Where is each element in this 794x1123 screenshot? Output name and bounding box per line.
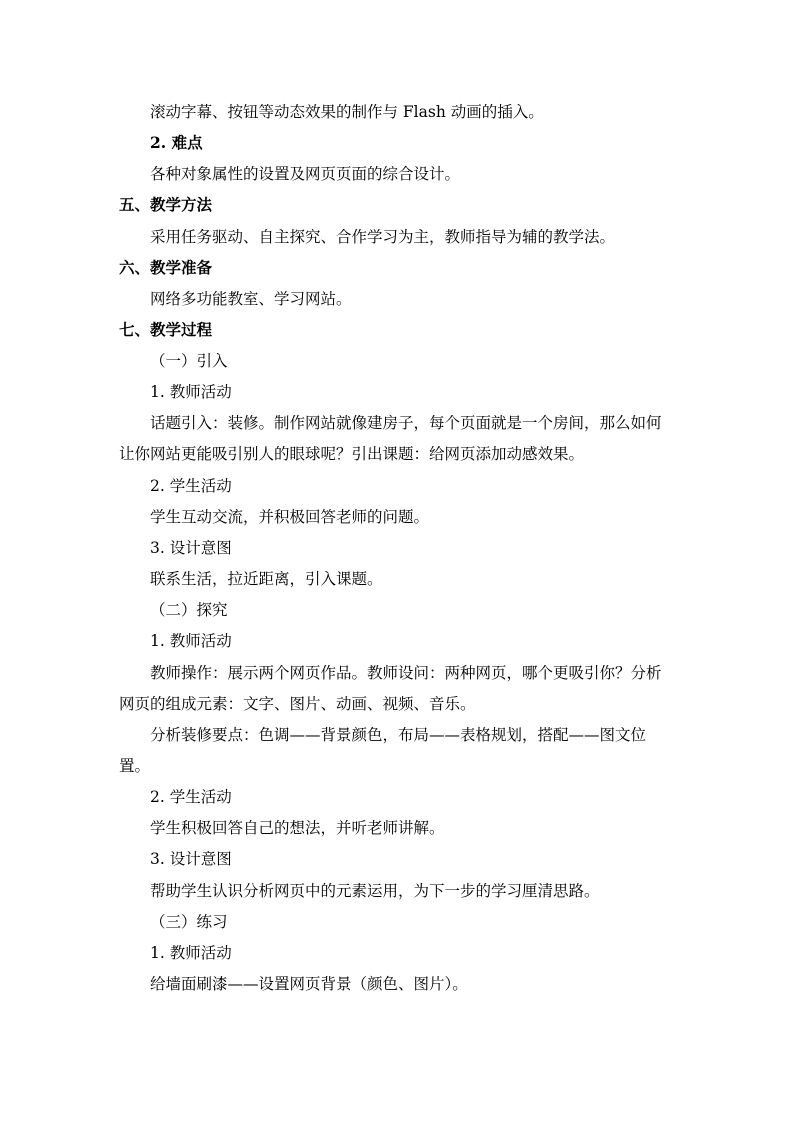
subsection-heading: （一）引入 [150, 352, 228, 370]
paragraph-line: 让你网站更能吸引别人的眼球呢？引出课题：给网页添加动感效果。 [119, 445, 585, 463]
paragraph-line: 各种对象属性的设置及网页页面的综合设计。 [150, 165, 461, 183]
section-heading: 七、教学过程 [119, 320, 213, 339]
section-heading: 五、教学方法 [119, 195, 213, 214]
paragraph-line: 网页的组成元素：文字、图片、动画、视频、音乐。 [119, 695, 476, 713]
paragraph-line: 置。 [119, 757, 151, 775]
list-item: 1. 教师活动 [150, 632, 232, 650]
section-heading: 六、教学准备 [119, 258, 213, 277]
paragraph-line: 学生积极回答自己的想法，并听老师讲解。 [150, 819, 445, 837]
list-item: 3. 设计意图 [150, 850, 232, 868]
list-item: 2. 学生活动 [150, 788, 232, 806]
paragraph-line: 教师操作：展示两个网页作品。教师设问：两种网页，哪个更吸引你？分析 [150, 664, 662, 682]
paragraph-line: 帮助学生认识分析网页中的元素运用，为下一步的学习厘清思路。 [150, 882, 600, 900]
paragraph-line: 网络多功能教室、学习网站。 [150, 290, 352, 308]
paragraph-line: 给墙面刷漆——设置网页背景（颜色、图片）。 [150, 975, 468, 993]
paragraph-line: 滚动字幕、按钮等动态效果的制作与 Flash 动画的插入。 [150, 103, 544, 121]
paragraph-line: 联系生活，拉近距离，引入课题。 [150, 570, 383, 588]
paragraph-line: 话题引入：装修。制作网站就像建房子，每个页面就是一个房间，那么如何 [150, 414, 662, 432]
subheading: 2. 难点 [150, 133, 203, 152]
paragraph-line: 分析装修要点：色调——背景颜色，布局——表格规划，搭配——图文位 [150, 726, 647, 744]
list-item: 2. 学生活动 [150, 477, 232, 495]
subsection-heading: （二）探究 [150, 601, 228, 619]
list-item: 1. 教师活动 [150, 944, 232, 962]
list-item: 3. 设计意图 [150, 539, 232, 557]
paragraph-line: 学生互动交流，并积极回答老师的问题。 [150, 508, 430, 526]
list-item: 1. 教师活动 [150, 383, 232, 401]
paragraph-line: 采用任务驱动、自主探究、合作学习为主，教师指导为辅的教学法。 [150, 228, 616, 246]
subsection-heading: （三）练习 [150, 913, 228, 931]
